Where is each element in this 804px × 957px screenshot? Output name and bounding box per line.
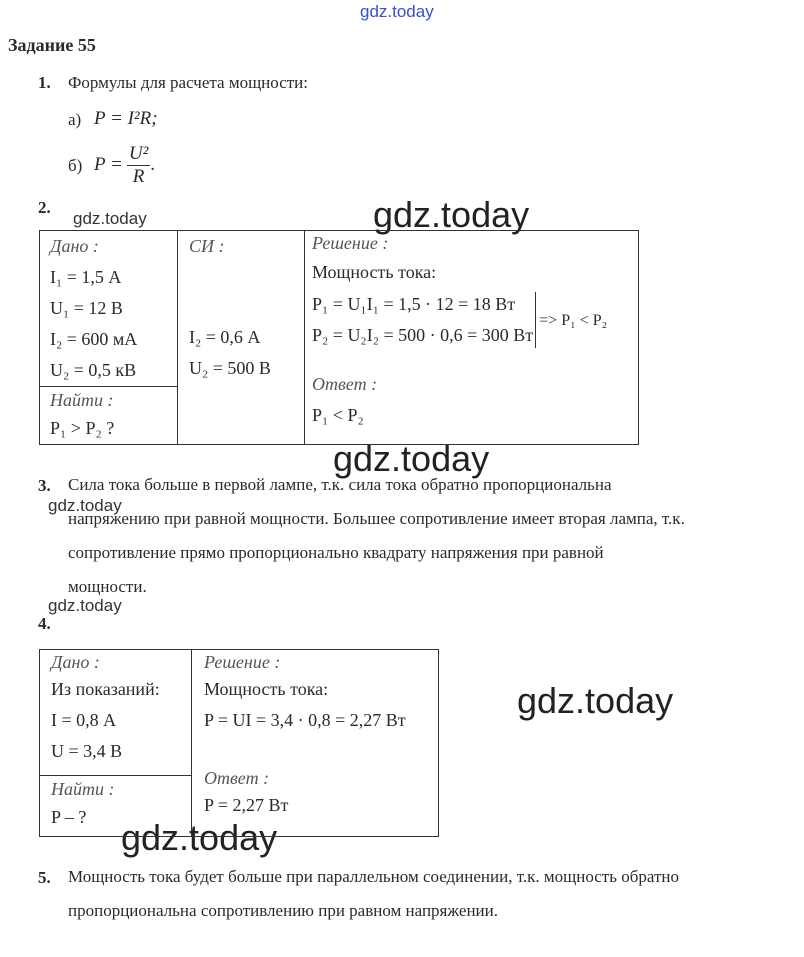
fraction-numerator: U² [128,142,149,164]
solution-group [312,289,638,351]
paragraph-line: Мощность тока будет больше при параллельном соединении, т.к. мощность обратно [68,867,679,886]
find-label: Найти : [51,779,115,799]
answer-label: Ответ : [312,374,378,394]
answer-label: Ответ : [204,768,270,788]
solution-cell [305,231,639,445]
page-title: Задание 55 [8,35,96,55]
formula-a: P = I²R; [94,108,158,129]
formula-label: б) [68,156,83,175]
formula-b-fraction [127,143,150,188]
task2-table [39,230,639,445]
watermark-big: gdz.today [517,680,674,721]
watermark-small: gdz.today [73,209,147,228]
task-text: Формулы для расчета мощности: [68,73,308,92]
watermark-small: gdz.today [48,496,122,515]
task-number: 5. [38,868,51,887]
find-value: P₁ > P₂ ? [50,418,115,438]
task-number: 4. [38,614,51,633]
solution-cell [192,650,439,837]
given-value: U₂ = 0,5 кВ [50,360,137,380]
solution-conclusion: => P₁ < P₂ [539,311,608,329]
find-cell [40,776,192,837]
paragraph-line: мощности. [68,577,147,596]
formula-b [94,140,155,190]
fraction-denominator: R [132,165,145,187]
given-value: U₁ = 12 В [50,298,123,318]
task-number: 2. [38,198,51,217]
solution-line: Мощность тока: [204,679,329,699]
paragraph-line: Сила тока больше в первой лампе, т.к. сила тока обратно пропорциональна [68,475,612,494]
watermark-big: gdz.today [121,817,278,858]
bracket [535,292,536,348]
given-label: Дано : [51,652,100,672]
si-value: U₂ = 500 В [189,358,271,378]
paragraph-line: напряжению при равной мощности. Большее сопротивление имеет вторая лампа, т.к. [68,509,685,528]
given-value: I = 0,8 А [51,710,117,730]
formula-label: а) [68,110,82,129]
answer-value: P₁ < P₂ [312,405,364,425]
si-value: I₂ = 0,6 А [189,327,261,347]
given-label: Дано : [50,236,99,256]
find-label: Найти : [50,390,114,410]
solution-line: P₁ = U₁I₁ = 1,5 · 12 = 18 Вт [312,294,516,314]
solution-label: Решение : [204,652,281,672]
find-cell [40,387,178,445]
watermark-small: gdz.today [48,596,122,615]
paragraph-line: сопротивление прямо пропорционально квадрату напряжения при равной [68,543,604,562]
task4-table [39,649,439,837]
given-cell [40,650,192,776]
solution-label: Решение : [312,233,389,253]
task-number: 1. [38,73,51,92]
formula-b-dot: . [150,154,156,175]
solution-line: Мощность тока: [312,262,437,282]
watermark-top: gdz.today [360,2,434,21]
given-value: Из показаний: [51,679,160,699]
paragraph-line: пропорциональна сопротивлению при равном напряжении. [68,901,498,920]
solution-line: P = UI = 3,4 · 0,8 = 2,27 Вт [204,710,406,730]
solution-line: P₂ = U₂I₂ = 500 · 0,6 = 300 Вт [312,325,534,345]
formula-b-lhs: P = [94,154,123,175]
task-number: 3. [38,476,51,495]
si-cell [178,231,305,445]
given-cell [40,231,178,387]
si-label: СИ : [189,236,225,256]
given-value: I₁ = 1,5 А [50,267,122,287]
task-paragraph [68,860,795,928]
answer-value: P = 2,27 Вт [204,795,289,815]
given-value: U = 3,4 В [51,741,123,761]
watermark-big: gdz.today [333,438,490,479]
find-value: P – ? [51,807,87,827]
watermark-big: gdz.today [373,194,530,235]
given-value: I₂ = 600 мА [50,329,138,349]
task-paragraph [68,468,795,604]
